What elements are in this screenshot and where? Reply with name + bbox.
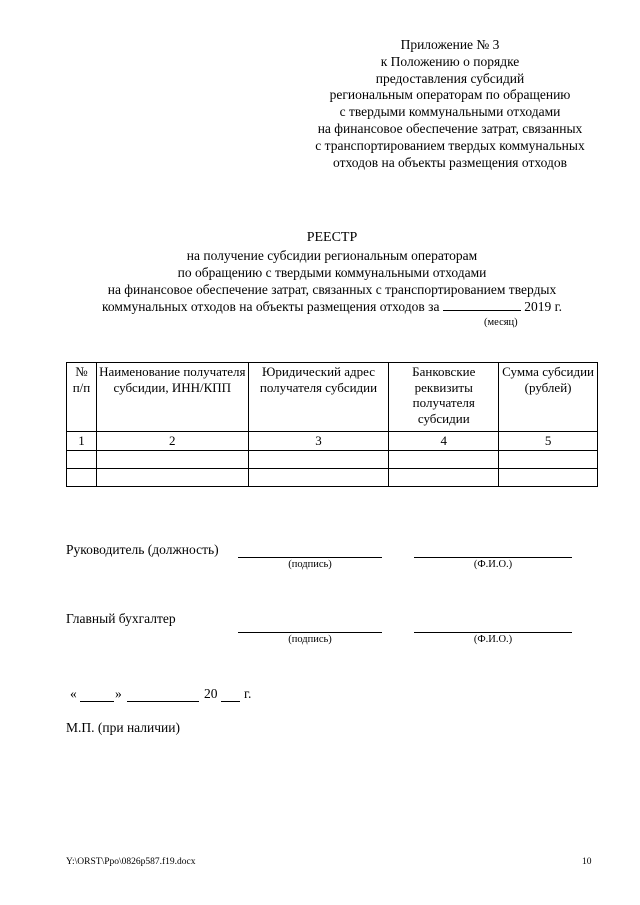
column-number: 3 [248, 432, 389, 451]
date-year-prefix: 20 [204, 686, 218, 701]
accountant-signature-caption: (подпись) [288, 634, 332, 645]
appendix-line: отходов на объекты размещения отходов [333, 154, 567, 170]
date-day-line[interactable] [80, 701, 114, 702]
table-cell[interactable] [248, 450, 389, 468]
month-blank[interactable] [443, 299, 521, 311]
appendix-line: на финансовое обеспечение затрат, связанных [317, 120, 583, 136]
table-header-row [67, 363, 598, 432]
date-open-quote: « [70, 686, 77, 701]
table-cell[interactable] [499, 468, 598, 486]
header-number: № п/п [67, 363, 97, 432]
appendix-header [290, 37, 610, 171]
head-label: Руководитель (должность) [66, 542, 219, 557]
head-signature-line[interactable] [238, 557, 382, 558]
table-row [67, 468, 598, 486]
registry-table [66, 362, 598, 487]
column-number: 2 [96, 432, 248, 451]
header-amount: Сумма субсидии (рублей) [499, 363, 598, 432]
head-name-caption: (Ф.И.О.) [473, 559, 513, 570]
table-cell[interactable] [96, 468, 248, 486]
accountant-name-line[interactable] [414, 632, 572, 633]
appendix-line: предоставления субсидий [375, 70, 525, 86]
date-year-suffix: г. [244, 686, 252, 701]
appendix-line: региональным операторам по обращению [329, 87, 571, 103]
table-cell[interactable] [499, 450, 598, 468]
header-address: Юридический адрес получателя субсидии [248, 363, 389, 432]
table-cell[interactable] [67, 468, 97, 486]
table-cell[interactable] [389, 450, 499, 468]
column-number: 1 [67, 432, 97, 451]
page-number: 10 [582, 857, 592, 867]
column-number: 4 [389, 432, 499, 451]
column-number: 5 [499, 432, 598, 451]
date-close-quote: » [115, 686, 122, 701]
date-year-line[interactable] [221, 701, 240, 702]
registry-line: на финансовое обеспечение затрат, связанных с транспортированием твердых [107, 282, 557, 297]
table-row [67, 450, 598, 468]
table-cell[interactable] [248, 468, 389, 486]
header-recipient: Наименование получателя субсидии, ИНН/КПП [96, 363, 248, 432]
appendix-line: Приложение № 3 [400, 37, 500, 52]
table-cell[interactable] [96, 450, 248, 468]
appendix-line: с твердыми коммунальными отходами [339, 104, 561, 120]
date-month-line[interactable] [127, 701, 199, 702]
accountant-name-caption: (Ф.И.О.) [473, 634, 513, 645]
table-cell[interactable] [389, 468, 499, 486]
accountant-signature-line[interactable] [238, 632, 382, 633]
stamp-label: М.П. (при наличии) [66, 720, 180, 735]
appendix-line: к Положению о порядке [380, 53, 520, 69]
header-bank: Банковские реквизиты получателя субсидии [389, 363, 499, 432]
registry-line-prefix: коммунальных отходов на объекты размещения отходов за [102, 299, 440, 314]
accountant-label: Главный бухгалтер [66, 611, 176, 626]
table-number-row [67, 432, 598, 451]
footer-path: Y:\ORST\Ppo\0826p587.f19.docx [66, 857, 196, 867]
table-cell[interactable] [67, 450, 97, 468]
registry-line-suffix: 2019 г. [524, 299, 562, 314]
registry-line: по обращению с твердыми коммунальными отходами [177, 265, 487, 280]
head-name-line[interactable] [414, 557, 572, 558]
registry-title: РЕЕСТР [306, 230, 358, 245]
appendix-line: с транспортированием твердых коммунальных [315, 137, 585, 153]
registry-line-month [40, 298, 624, 315]
head-signature-caption: (подпись) [288, 559, 332, 570]
registry-subtitle [40, 247, 624, 315]
month-caption: (месяц) [484, 317, 518, 328]
registry-line: на получение субсидии региональным операторам [186, 248, 478, 263]
